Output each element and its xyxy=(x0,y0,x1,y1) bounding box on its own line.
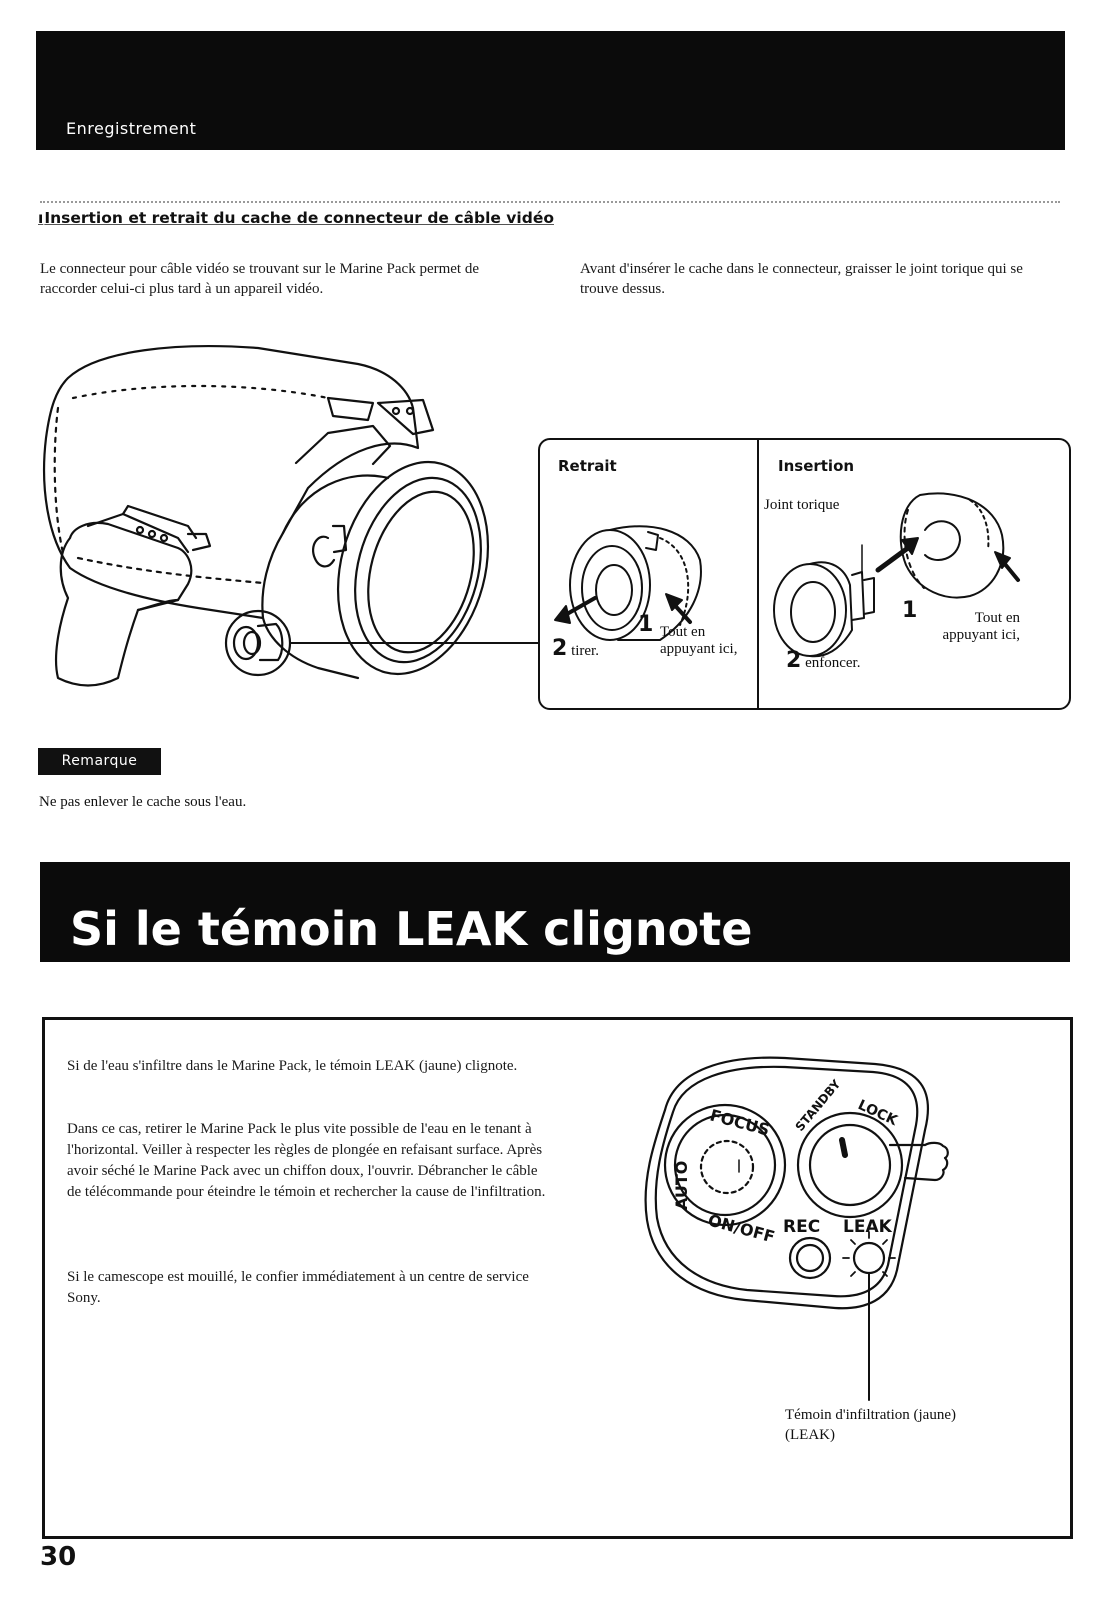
insertion-step1 xyxy=(902,598,918,623)
insertion-step2 xyxy=(786,648,861,673)
auto-label: AUTO xyxy=(672,1160,691,1210)
insertion-step2-text: enfoncer. xyxy=(805,655,861,671)
standby-dial xyxy=(798,1113,902,1217)
rec-label: REC xyxy=(783,1217,821,1237)
retrait-step2-text: tirer. xyxy=(571,643,599,659)
remarque-tag: Remarque xyxy=(38,748,161,775)
leak-label: LEAK xyxy=(843,1217,892,1237)
onoff-label: ON/OFF xyxy=(705,1210,777,1247)
section-heading: ıInsertion et retrait du cache de connecteur de câble vidéo xyxy=(38,209,554,227)
chapter-label: Enregistrement xyxy=(66,119,197,138)
joint-torique-label: Joint torique xyxy=(764,497,840,513)
retrait-step2 xyxy=(552,636,599,661)
divider-line xyxy=(40,201,1060,203)
intro-paragraph-left: Le connecteur pour câble vidéo se trouvant sur le Marine Pack permet de raccorder celui-ci plus tard à un appareil vidéo. xyxy=(40,261,479,297)
heading-bullet: ı xyxy=(38,209,44,227)
insertion-title: Insertion xyxy=(778,457,855,475)
focus-label: FOCUS xyxy=(707,1105,772,1140)
leak-lamp-caption: Témoin d'infiltration (jaune) (LEAK) xyxy=(785,1407,956,1443)
retrait-step1 xyxy=(638,612,654,637)
marine-pack-illustration xyxy=(28,338,548,708)
leak-lamp xyxy=(854,1243,884,1273)
intro-paragraph-right: Avant d'insérer le cache dans le connecteur, graisser le joint torique qui se trouve dessus. xyxy=(580,261,1023,297)
leak-section-title: Si le témoin LEAK clignote xyxy=(70,902,753,956)
retrait-step1-number: 1 xyxy=(638,612,654,637)
remarque-text: Ne pas enlever le cache sous l'eau. xyxy=(39,794,247,810)
standby-label: STANDBY xyxy=(792,1077,844,1134)
retrait-step2-number: 2 xyxy=(552,636,568,661)
chapter-header-bar xyxy=(36,31,1065,150)
leak-paragraph-3: Si le camescope est mouillé, le confier immédiatement à un centre de service Sony. xyxy=(67,1269,529,1306)
leak-paragraph-1: Si de l'eau s'infiltre dans le Marine Pack, le témoin LEAK (jaune) clignote. xyxy=(67,1058,518,1074)
insertion-step1-text: Tout en appuyant ici, xyxy=(942,610,1020,643)
page-number: 30 xyxy=(40,1542,77,1572)
retrait-step1-text: Tout en appuyant ici, xyxy=(660,624,738,657)
retrait-title: Retrait xyxy=(558,457,617,475)
leak-paragraph-2: Dans ce cas, retirer le Marine Pack le plus vite possible de l'eau en le tenant à l'horizontal. Veiller à respecter les règles de plongée en refaisant surface. Après avoir séché le Marine Pack avec un chiffon doux, l'ouvrir. Débrancher le câble de télécommande pour éteindre le témoin et rechercher la cause de l'infiltration. xyxy=(67,1121,546,1200)
lock-label: LOCK xyxy=(855,1097,900,1130)
control-panel-illustration xyxy=(635,1050,975,1420)
leak-info-box xyxy=(42,1017,1073,1539)
leak-section-banner xyxy=(40,862,1070,962)
insertion-step2-number: 2 xyxy=(786,648,802,673)
insertion-step1-number: 1 xyxy=(902,598,918,623)
connector-cap-callout xyxy=(538,438,1071,710)
